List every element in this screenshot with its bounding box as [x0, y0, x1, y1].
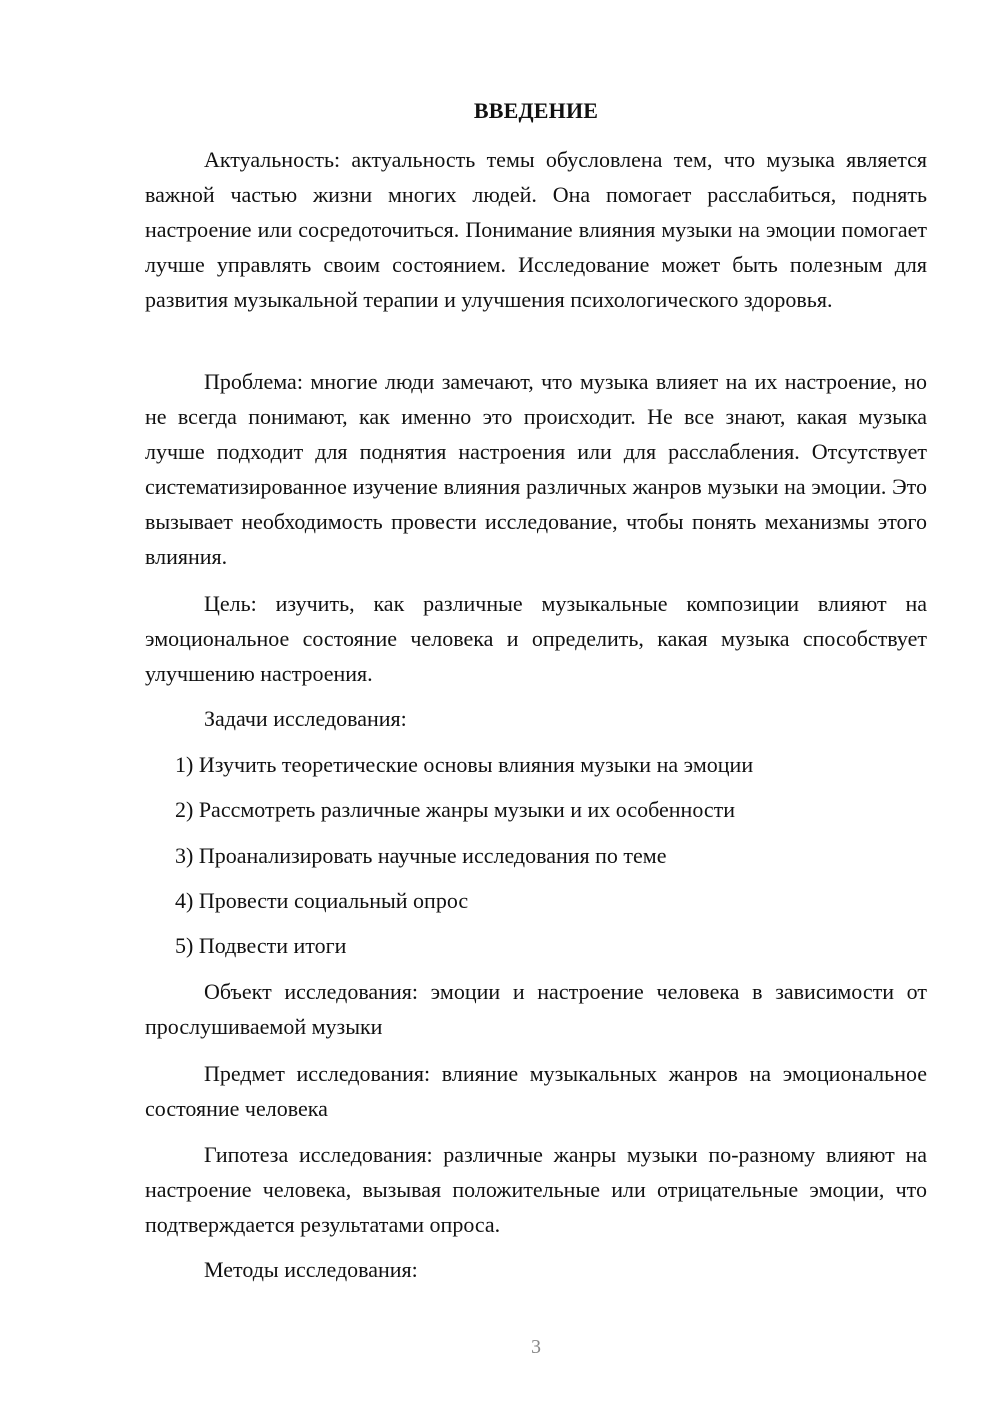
list-item: 1) Изучить теоретические основы влияния музыки на эмоции [175, 752, 754, 777]
tasks-list [175, 747, 927, 973]
goal-paragraph: Цель: изучить, как различные музыкальные композиции влияют на эмоциональное состояние человека и определить, какая музыка способствует улучшению настроения. [145, 591, 927, 686]
object-paragraph: Объект исследования: эмоции и настроение человека в зависимости от прослушиваемой музыки [145, 979, 927, 1039]
list-item: 2) Рассмотреть различные жанры музыки и их особенности [175, 797, 736, 823]
list-item: 5) Подвести итоги [175, 933, 347, 959]
tasks-heading: Задачи исследования: [204, 706, 407, 731]
list-item: 3) Проанализировать научные исследования по теме [175, 842, 667, 868]
subject-paragraph: Предмет исследования: влияние музыкальных жанров на эмоциональное состояние человека [145, 1061, 927, 1121]
list-item: 4) Провести социальный опрос [175, 887, 469, 913]
page-number: 3 [531, 1336, 541, 1358]
section-title: ВВЕДЕНИЕ [473, 98, 599, 123]
hypothesis-paragraph: Гипотеза исследования: различные жанры музыки по-разному влияют на настроение человека, вызывая положительные или отрицательные эмоции, что подтверждается результатами опроса. [145, 1142, 927, 1237]
methods-heading: Методы исследования: [204, 1257, 418, 1282]
problem-paragraph: Проблема: многие люди замечают, что музыка влияет на их настроение, но не всегда понимают, как именно это происходит. Не все знают, какая музыка лучше подходит для поднятия настроения или для расслабления. Отсутствует систематизированное изучение влияния различных жанров музыки на эмоции. Это вызывает необходимость провести исследование, чтобы понять механизмы этого влияния. [145, 369, 927, 569]
relevance-paragraph: Актуальность: актуальность темы обусловлена тем, что музыка является важной частью жизни многих людей. Она помогает расслабиться, поднять настроение или сосредоточиться. Понимание влияния музыки на эмоции помогает лучше управлять своим состоянием. Исследование может быть полезным для развития музыкальной терапии и улучшения психологического здоровья. [145, 147, 927, 312]
